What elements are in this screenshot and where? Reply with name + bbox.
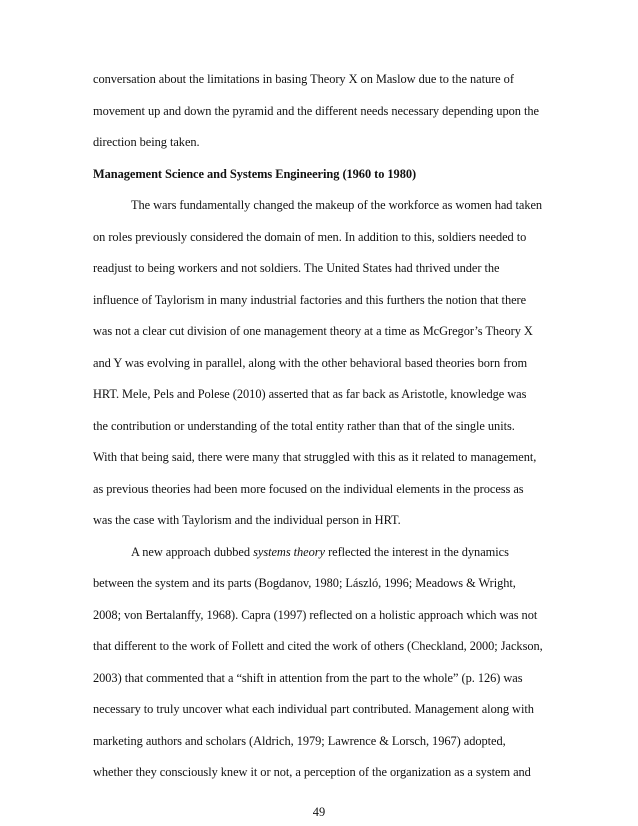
body-text-line: necessary to truly uncover what each individual part contributed. Management along with bbox=[93, 702, 534, 716]
body-text-line: was not a clear cut division of one management theory at a time as McGregor’s Theory X bbox=[93, 324, 533, 338]
paragraph-first-line bbox=[131, 544, 563, 560]
body-text-line: was the case with Taylorism and the individual person in HRT. bbox=[93, 513, 401, 527]
body-text-line: influence of Taylorism in many industrial factories and this furthers the notion that there bbox=[93, 292, 527, 307]
body-text-line: whether they consciously knew it or not, a perception of the organization as a system and bbox=[93, 765, 531, 779]
body-text-line: that different to the work of Follett and cited the work of others (Checkland, 2000; Jackson, bbox=[93, 639, 543, 653]
body-text-line: and Y was evolving in parallel, along with the other behavioral based theories born from bbox=[93, 355, 528, 370]
body-text-line: between the system and its parts (Bogdanov, 1980; László, 1996; Meadows & Wright, bbox=[93, 576, 516, 590]
body-text-line: 2008; von Bertalanffy, 1968). Capra (1997) reflected on a holistic approach which was not bbox=[93, 607, 538, 622]
body-text-line: 2003) that commented that a “shift in attention from the part to the whole” (p. 126) was bbox=[93, 670, 523, 685]
paragraph-first-line: The wars fundamentally changed the makeup of the workforce as women had taken bbox=[131, 198, 543, 212]
body-text-line: With that being said, there were many that struggled with this as it related to management, bbox=[93, 450, 537, 464]
body-text-line: conversation about the limitations in basing Theory X on Maslow due to the nature of bbox=[93, 72, 514, 86]
text-segment: reflected the interest in the dynamics bbox=[325, 544, 509, 559]
page-number: 49 bbox=[312, 805, 326, 819]
section-heading: Management Science and Systems Engineering (1960 to 1980) bbox=[93, 166, 417, 181]
body-text-line: direction being taken. bbox=[93, 135, 200, 149]
body-text-line: as previous theories had been more focused on the individual elements in the process as bbox=[93, 481, 524, 496]
body-text-line: movement up and down the pyramid and the different needs necessary depending upon the bbox=[93, 103, 539, 118]
body-text-line: readjust to being workers and not soldiers. The United States had thrived under the bbox=[93, 261, 500, 275]
body-text-line: marketing authors and scholars (Aldrich, 1979; Lawrence & Lorsch, 1967) adopted, bbox=[93, 733, 506, 748]
text-segment: A new approach dubbed bbox=[131, 544, 254, 559]
body-text-line: on roles previously considered the domain of men. In addition to this, soldiers needed to bbox=[93, 229, 527, 244]
italic-term: systems theory bbox=[253, 544, 326, 559]
body-text-line: the contribution or understanding of the total entity rather than that of the single units. bbox=[93, 418, 515, 433]
body-text-line: HRT. Mele, Pels and Polese (2010) asserted that as far back as Aristotle, knowledge was bbox=[93, 387, 527, 401]
